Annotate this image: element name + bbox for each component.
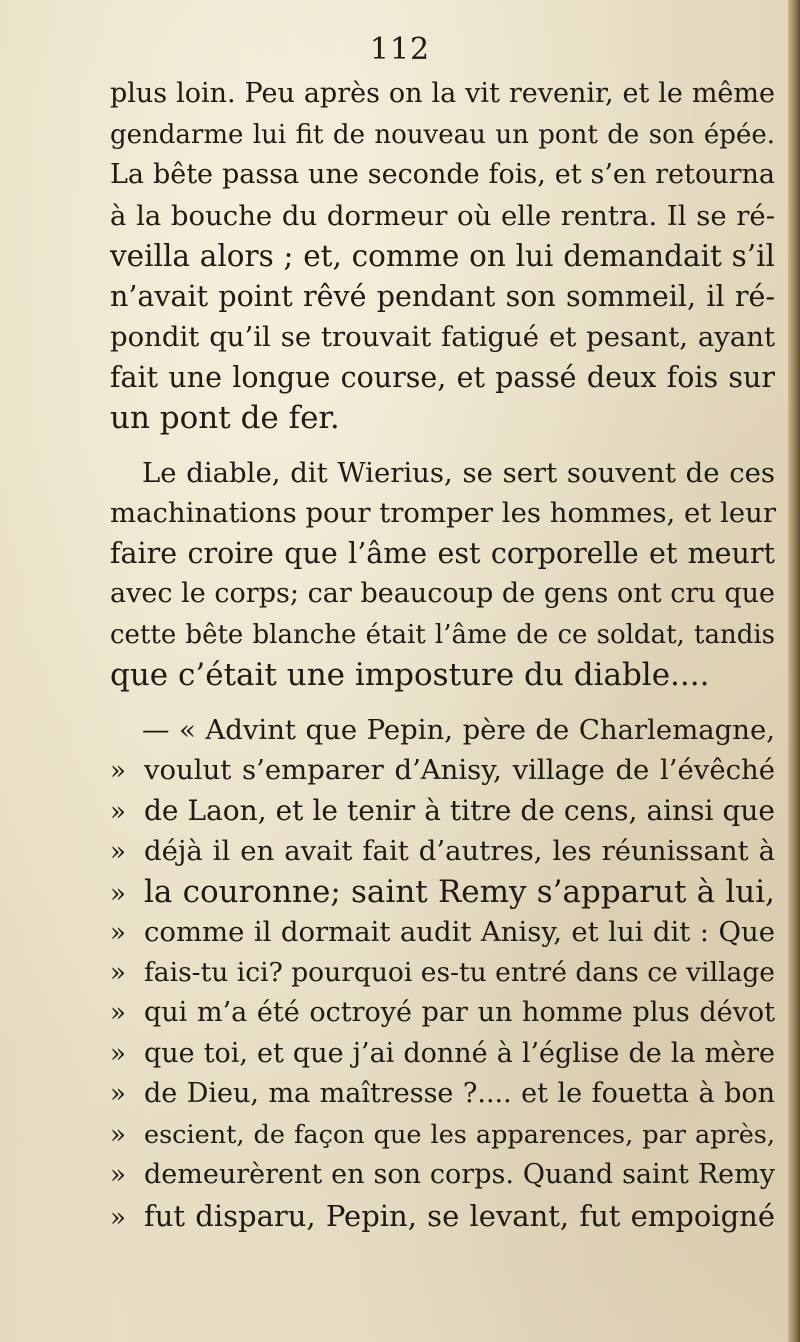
paragraph-gap	[110, 696, 775, 710]
quote-line	[110, 872, 775, 913]
paragraph-2	[110, 453, 775, 696]
text-line: Le diable, dit Wierius, se sert souvent de ces	[142, 456, 775, 489]
text-line: que c’était une imposture du diable....	[110, 657, 710, 693]
text-line: avec le corps; car beaucoup de gens ont cru que	[110, 578, 775, 609]
quote-line	[110, 791, 775, 832]
guillemet-mark: »	[110, 756, 126, 786]
paragraph-1	[110, 74, 775, 439]
quote-line-text: voulut s’emparer d’Anisy, village de l’évêché	[144, 754, 775, 786]
quote-line	[110, 1034, 775, 1075]
text-line: gendarme lui fit de nouveau un pont de son épée.	[110, 119, 775, 150]
quote-line	[110, 831, 775, 872]
quote-line	[110, 1155, 775, 1196]
quote-line	[110, 1074, 775, 1115]
quotation	[110, 710, 775, 1237]
quote-line-text: déjà il en avait fait d’autres, les réunissant à	[144, 835, 775, 867]
text-line: n’avait point rêvé pendant son sommeil, il ré-	[110, 279, 775, 313]
quote-line-text: escient, de façon que les apparences, par après,	[144, 1119, 775, 1150]
quote-line-text: fut disparu, Pepin, se levant, fut empoigné	[144, 1198, 775, 1233]
quote-line	[110, 953, 775, 994]
quote-line-text: que toi, et que j’ai donné à l’église de la mère	[144, 1037, 775, 1069]
quote-line-text: comme il dormait audit Anisy, et lui dit : Que	[144, 916, 775, 948]
quote-line-text: de Laon, et le tenir à titre de cens, ainsi que	[144, 793, 775, 827]
guillemet-mark: »	[110, 1079, 126, 1109]
text-line: pondit qu’il se trouvait fatigué et pesant, ayant	[110, 321, 775, 353]
text-line: fait une longue course, et passé deux fois sur	[110, 360, 775, 394]
page-edge	[788, 0, 800, 1342]
quote-line	[110, 750, 775, 791]
guillemet-mark: »	[110, 837, 126, 867]
quote-line-text: demeurèrent en son corps. Quand saint Remy	[144, 1159, 775, 1190]
guillemet-mark: »	[110, 796, 126, 827]
guillemet-mark: »	[110, 878, 126, 909]
text-line: plus loin. Peu après on la vit revenir, et le même	[110, 78, 775, 109]
guillemet-mark: »	[110, 957, 126, 988]
page-number: 112	[369, 32, 431, 67]
paragraph-gap	[110, 439, 775, 453]
text-line: cette bête blanche était l’âme de ce soldat, tandis	[110, 619, 775, 650]
quote-line-text: la couronne; saint Remy s’apparut à lui,	[144, 873, 775, 910]
page-text	[110, 74, 775, 1236]
text-line: à la bouche du dormeur où elle rentra. Il se ré-	[110, 199, 775, 232]
quote-line-text: qui m’a été octroyé par un homme plus dévot	[144, 997, 775, 1028]
quote-line-text: de Dieu, ma maîtresse ?.... et le fouetta à bon	[144, 1078, 775, 1109]
quote-line	[110, 1115, 775, 1156]
text-line: faire croire que l’âme est corporelle et meurt	[110, 536, 775, 570]
guillemet-mark: »	[110, 998, 126, 1028]
quote-line-text: fais-tu ici? pourquoi es-tu entré dans ce village	[144, 956, 775, 988]
quote-line	[110, 1196, 775, 1237]
quote-line	[110, 993, 775, 1034]
quote-first-line: — « Advint que Pepin, père de Charlemagne,	[142, 713, 775, 746]
guillemet-mark: »	[110, 918, 126, 948]
quote-line	[110, 912, 775, 953]
guillemet-mark: »	[110, 1038, 126, 1069]
text-line: un pont de fer.	[110, 400, 340, 436]
text-line: machinations pour tromper les hommes, et leur	[110, 497, 777, 529]
text-line: veilla alors ; et, comme on lui demandait s’il	[110, 239, 775, 273]
guillemet-mark: »	[110, 1119, 126, 1150]
guillemet-mark: »	[110, 1160, 126, 1190]
text-line: La bête passa une seconde fois, et s’en retourna	[110, 159, 775, 190]
guillemet-mark: »	[110, 1202, 126, 1233]
